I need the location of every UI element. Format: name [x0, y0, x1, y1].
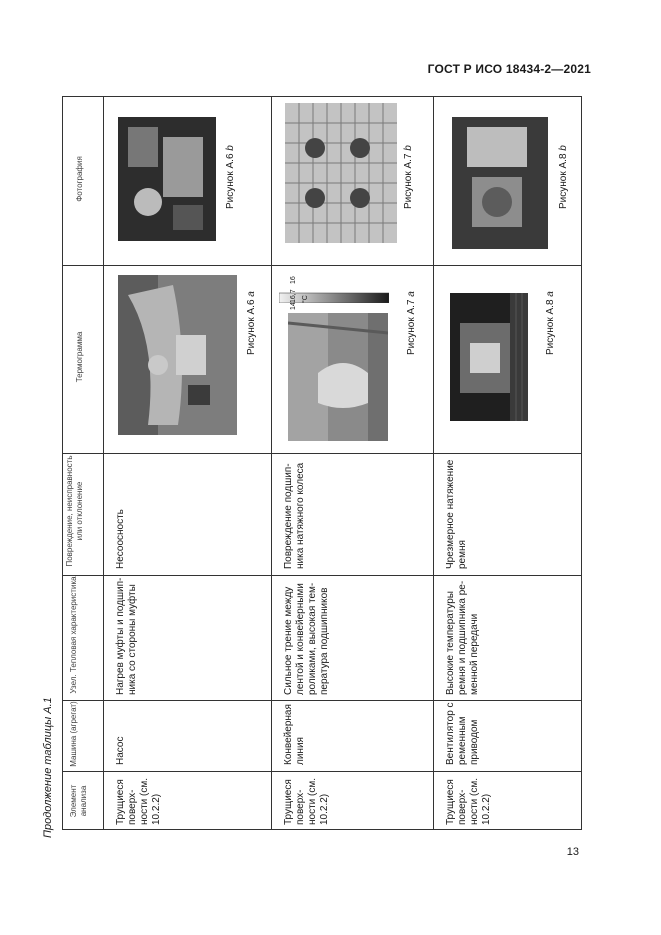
thermogram-a8-caption: Рисунок А.8 a: [545, 291, 556, 355]
thermogram-a7: [288, 313, 388, 441]
scale-label: 14: [290, 302, 297, 310]
divider: [63, 453, 581, 454]
scale-label: 16: [290, 276, 297, 284]
row3-machine: Вентилятор с ременным приводом: [445, 702, 480, 765]
col-header-photo: Фотография: [75, 156, 84, 202]
divider: [103, 97, 104, 829]
col-header-element: Элемент анализа: [69, 784, 88, 818]
divider: [63, 575, 581, 576]
document-id: ГОСТ Р ИСО 18434-2—2021: [427, 62, 591, 76]
row2-unit: Сильное трение между лентой и конвейерными роликами, высокая температура подшипников: [283, 582, 330, 695]
col-header-machine: Машина (агрегат): [69, 701, 78, 767]
row3-unit: Высокие температуры ремня и подшипника ременной передачи: [445, 580, 480, 695]
rotated-table: [62, 96, 582, 830]
row1-damage: Несоосность: [115, 509, 126, 569]
row2-machine: Конвейерная линия: [283, 704, 306, 765]
divider: [63, 265, 581, 266]
scale-label-max: 16,7 °C: [290, 289, 309, 303]
divider: [433, 97, 434, 829]
photo-a6-caption: Рисунок А.6 b: [225, 145, 236, 209]
page-number: 13: [566, 846, 579, 858]
row3-damage: Чрезмерное натяжение ремня: [445, 459, 468, 569]
photo-a8-caption: Рисунок А.8 b: [558, 145, 569, 209]
row1-machine: Насос: [115, 736, 126, 765]
thermogram-a6-caption: Рисунок А.6 a: [246, 291, 257, 355]
divider: [63, 700, 581, 701]
row1-element: Трущиеся поверхности (см. 10.2.2): [115, 777, 162, 825]
thermogram-a6: [118, 275, 237, 435]
row3-element: Трущиеся поверхности (см. 10.2.2): [445, 777, 492, 825]
row2-damage: Повреждение подшипника натяжного колеса: [283, 462, 306, 569]
table-continuation-label: Продолжение таблицы А.1: [42, 697, 54, 838]
divider: [271, 97, 272, 829]
col-header-thermogram: Термограмма: [75, 331, 84, 383]
row1-unit: Нагрев муфты и подшипника со стороны муфты: [115, 577, 138, 695]
thermogram-a8: [450, 293, 528, 421]
col-header-unit: Узел. Тепловая характеристика: [69, 576, 78, 694]
photo-a7: [285, 103, 397, 243]
photo-a7-caption: Рисунок А.7 b: [403, 145, 414, 209]
thermogram-a7-caption: Рисунок А.7 a: [406, 291, 417, 355]
col-header-damage: Повреждение, неисправность или отклонение: [65, 455, 84, 567]
photo-a8: [452, 117, 548, 249]
photo-a6: [118, 117, 216, 241]
row2-element: Трущиеся поверхности (см. 10.2.2): [283, 777, 330, 825]
